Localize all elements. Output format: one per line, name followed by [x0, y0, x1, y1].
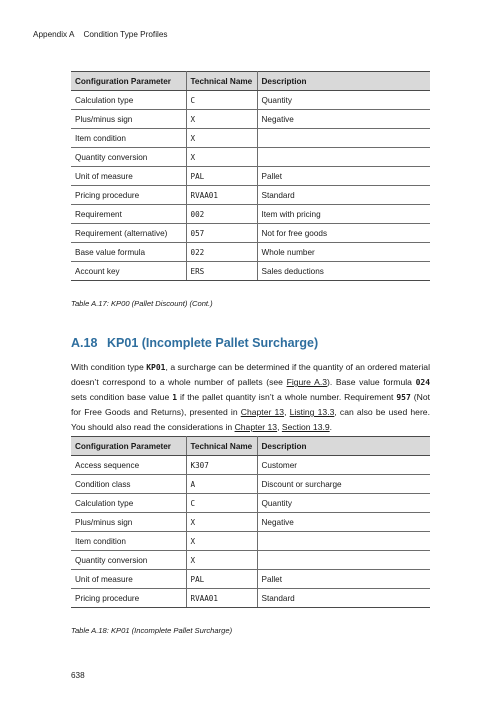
- column-header-technical-name: Technical Name: [186, 437, 257, 456]
- table-header-row: [71, 72, 430, 91]
- cell-parameter: Access sequence: [71, 456, 186, 475]
- cell-technical-name: A: [186, 475, 257, 494]
- link-figure-a3[interactable]: Figure A.3: [286, 377, 328, 387]
- table-row: [71, 551, 430, 570]
- cell-parameter: Quantity conversion: [71, 551, 186, 570]
- link-section-13-9[interactable]: Section 13.9: [281, 422, 330, 432]
- text-run: ,: [277, 422, 282, 432]
- table-row: [71, 110, 430, 129]
- cell-technical-name: 057: [186, 224, 257, 243]
- table-a17-caption: Table A.17: KP00 (Pallet Discount) (Cont.): [71, 299, 213, 308]
- table-row: [71, 262, 430, 281]
- cell-parameter: Calculation type: [71, 494, 186, 513]
- cell-parameter: Item condition: [71, 129, 186, 148]
- column-header-description: Description: [257, 72, 430, 91]
- cell-description: Quantity: [257, 91, 430, 110]
- table-row: [71, 570, 430, 589]
- cell-technical-name: X: [186, 513, 257, 532]
- cell-technical-name: X: [186, 148, 257, 167]
- text-run: (Not for Free Goods and Returns), presented in: [71, 392, 430, 417]
- cell-technical-name: RVAA01: [186, 186, 257, 205]
- table-header-row: [71, 437, 430, 456]
- code-formula: 024: [415, 378, 431, 387]
- cell-description: Item with pricing: [257, 205, 430, 224]
- cell-parameter: Base value formula: [71, 243, 186, 262]
- cell-description: Not for free goods: [257, 224, 430, 243]
- text-run: ,: [284, 407, 290, 417]
- code-requirement: 957: [396, 393, 411, 402]
- text-run: , a surcharge can be determined if the quantity of an ordered material doesn’t correspond to a whole number of pallets (see: [71, 362, 430, 387]
- cell-description: Discount or surcharge: [257, 475, 430, 494]
- cell-parameter: Account key: [71, 262, 186, 281]
- cell-description: Whole number: [257, 243, 430, 262]
- cell-description: [257, 129, 430, 148]
- cell-technical-name: C: [186, 91, 257, 110]
- text-run: .: [329, 422, 333, 432]
- cell-parameter: Pricing procedure: [71, 589, 186, 608]
- code-condition-type: KP01: [146, 363, 166, 372]
- header-title: Condition Type Profiles: [83, 30, 168, 39]
- table-row: [71, 513, 430, 532]
- cell-technical-name: ERS: [186, 262, 257, 281]
- table-a18: [71, 436, 430, 608]
- cell-technical-name: X: [186, 551, 257, 570]
- text-run: sets condition base value: [71, 392, 173, 402]
- cell-parameter: Calculation type: [71, 91, 186, 110]
- code-base-value: 1: [172, 393, 178, 402]
- table-row: [71, 589, 430, 608]
- link-chapter-13[interactable]: Chapter 13: [234, 422, 278, 432]
- cell-parameter: Item condition: [71, 532, 186, 551]
- cell-technical-name: PAL: [186, 167, 257, 186]
- text-run: ). Base value formula: [327, 377, 416, 387]
- link-chapter-13[interactable]: Chapter 13: [240, 407, 285, 417]
- cell-description: Customer: [257, 456, 430, 475]
- table-row: [71, 456, 430, 475]
- column-header-parameter: Configuration Parameter: [71, 437, 186, 456]
- cell-technical-name: 022: [186, 243, 257, 262]
- header-appendix: Appendix A: [33, 30, 75, 39]
- cell-description: Quantity: [257, 494, 430, 513]
- running-header: [33, 30, 167, 39]
- column-header-description: Description: [257, 437, 430, 456]
- cell-parameter: Quantity conversion: [71, 148, 186, 167]
- text-run: With condition type: [71, 362, 147, 372]
- section-number: A.18: [71, 336, 98, 350]
- cell-technical-name: K307: [186, 456, 257, 475]
- cell-description: Sales deductions: [257, 262, 430, 281]
- page-number: 638: [71, 671, 85, 680]
- column-header-technical-name: Technical Name: [186, 72, 257, 91]
- text-run: , can also be used here. You should also read the considerations in: [71, 407, 430, 432]
- cell-technical-name: C: [186, 494, 257, 513]
- table-row: [71, 494, 430, 513]
- section-title-text: KP01 (Incomplete Pallet Surcharge): [107, 336, 319, 350]
- link-listing-13-3[interactable]: Listing 13.3: [289, 407, 335, 417]
- section-heading: [71, 336, 318, 350]
- table-a17: [71, 71, 430, 281]
- table-row: [71, 167, 430, 186]
- cell-description: Pallet: [257, 570, 430, 589]
- cell-technical-name: RVAA01: [186, 589, 257, 608]
- cell-technical-name: PAL: [186, 570, 257, 589]
- cell-technical-name: 002: [186, 205, 257, 224]
- cell-description: Negative: [257, 110, 430, 129]
- cell-technical-name: X: [186, 532, 257, 551]
- table-row: [71, 224, 430, 243]
- body-paragraph: [71, 360, 430, 435]
- table-row: [71, 129, 430, 148]
- table-row: [71, 205, 430, 224]
- cell-parameter: Requirement: [71, 205, 186, 224]
- column-header-parameter: Configuration Parameter: [71, 72, 186, 91]
- table-row: [71, 91, 430, 110]
- table-row: [71, 475, 430, 494]
- cell-technical-name: X: [186, 129, 257, 148]
- table-row: [71, 532, 430, 551]
- table-row: [71, 243, 430, 262]
- cell-description: Negative: [257, 513, 430, 532]
- cell-parameter: Unit of measure: [71, 167, 186, 186]
- cell-description: Standard: [257, 589, 430, 608]
- cell-description: [257, 551, 430, 570]
- table-a18-caption: Table A.18: KP01 (Incomplete Pallet Surcharge): [71, 626, 233, 635]
- cell-description: [257, 532, 430, 551]
- cell-parameter: Unit of measure: [71, 570, 186, 589]
- table-row: [71, 148, 430, 167]
- table-row: [71, 186, 430, 205]
- cell-parameter: Requirement (alternative): [71, 224, 186, 243]
- cell-parameter: Pricing procedure: [71, 186, 186, 205]
- cell-parameter: Condition class: [71, 475, 186, 494]
- cell-parameter: Plus/minus sign: [71, 110, 186, 129]
- cell-description: Pallet: [257, 167, 430, 186]
- cell-description: Standard: [257, 186, 430, 205]
- cell-description: [257, 148, 430, 167]
- text-run: if the pallet quantity isn’t a whole number. Requirement: [177, 392, 397, 402]
- cell-parameter: Plus/minus sign: [71, 513, 186, 532]
- cell-technical-name: X: [186, 110, 257, 129]
